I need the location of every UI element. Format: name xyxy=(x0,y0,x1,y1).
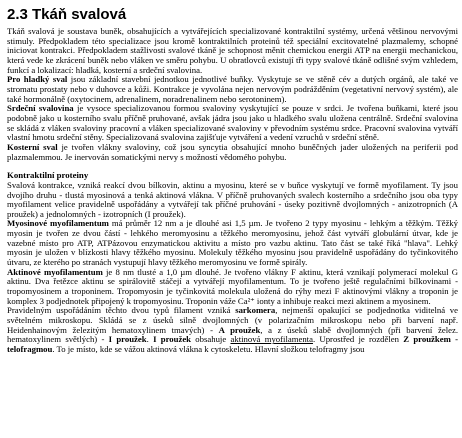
skeletal-muscle-text: je tvořen vlákny svaloviny, což jsou syncytia obsahující mnoho buněčných jader uložených na periferii pod plazmalemmou. Je inervován somatickými nervy s možností vědomého pohybu. xyxy=(7,141,458,162)
myosin-paragraph xyxy=(7,219,458,267)
sarcomere-text-1: Pravidelným uspořádáním těchto dvou typů filament vzniká xyxy=(7,305,236,316)
i-band-term: I proužek xyxy=(108,334,147,345)
skeletal-muscle-term: Kosterní sval xyxy=(7,141,58,152)
sarcomere-text-5: obsahuje xyxy=(191,334,231,345)
actin-paragraph xyxy=(7,268,458,307)
page-title: 2.3 Tkáň svalová xyxy=(7,6,127,23)
sarcomere-paragraph xyxy=(7,306,458,354)
skeletal-muscle-paragraph xyxy=(7,143,458,162)
sarcomere-text-4: . xyxy=(146,334,154,345)
actin-text: je 8 nm tlusté a 1,0 µm dlouhé. Je tvořeno vlákny F aktinu, která vznikají polymerací molekul G aktinu. Dva řetězce aktinu se spirálovitě stáčejí a vytvářejí myofilamentum. To je tvořeno ještě regulačními bílkovinami - tropomyosinem a troponinem. Tropomyosin je tyčinkovitá molekula uložená do rýhy mezi F aktinovými vlákny a troponin je komplex 3 podjednotek připojený k tropomyosinu. Troponin váže Ca²⁺ ionty a inhibuje reakci mezi aktinem a myosinem. xyxy=(7,266,458,306)
i-band-term-2: I proužek xyxy=(153,334,192,345)
smooth-muscle-term: Pro hladký sval xyxy=(7,74,68,85)
sarcomere-term: sarkomera xyxy=(235,305,276,316)
smooth-muscle-text: jsou základní stavební jednotkou jednotlivé buňky. Vyskytuje se ve stěně cév a dutých orgánů, ale také ve stromatu prostaty nebo v duhovce a kůži. Kontrakce je vyvolána nejen nervovým podrážděním (vegetativní nervový systém), ale také hormonálně (oxytocinem, adrenalinem, noradrenalinem nebo serotoninem). xyxy=(7,74,458,104)
actin-term: Aktinové myofilamentum xyxy=(7,266,103,277)
sarcomere-text-7: . To je místo, kde se vážou aktinová vlákna k cytoskeletu. Hlavní složkou telofragmy jsou xyxy=(52,344,365,354)
smooth-muscle-paragraph xyxy=(7,75,458,104)
section-heading: Kontraktilní proteiny xyxy=(7,170,89,181)
intro-paragraph: Tkáň svalová je soustava buněk, obsahujících a vytvářejících specializované kontraktilní systémy, určená většinou nervovými stimuly. Předpokladem této specializace jsou kromě kontraktilních proteinů též speciální excitovatelné plazmalemy, schopné iniciovat kontrakci. Předpokladem stažlivosti svalové tkáně je schopnost měnit chemickou energii ATP na energii mechanickou, která vede ke zkrácení buněk nebo vláken ve směru pohybu. U obratlovců existují tři typy svalové tkáně odlišné svým vzhledem, funkcí a lokalizací: hladká, kosterní a srdeční svalovina. xyxy=(7,26,458,75)
z-band-term: Z proužkem - telofragmou xyxy=(7,334,459,354)
myosin-text: má průměr 12 nm a je dlouhé asi 1,5 µm. Je tvořeno 2 typy myosinu - lehkým a těžkým. Těžký myosin je tvořen ze dvou částí - lehkého meromyosinu a těžkého meromyosinu, jehož část vytváří globulární útvar, kde je vazebné místo pro ATP, ATPázovou enzymatickou aktivitu a místo pro vazbu aktinu. Tato část se také říká "hlava". Lehký myosin je uložen v blízkosti hlavy těžkého myosinu. Molekuly těžkého myosinu jsou pravidelně uspořádány do tyčinkovitého útvaru, ze kterého po stranách vystupují hlavy těžkého meromyosinu ve formě spirály. xyxy=(7,218,458,268)
sarcomere-text-3: , a z úseků slabě dvojlomných (při barvení želez. hematoxylinem světlých) - xyxy=(7,324,459,345)
actin-myofilaments-term: aktinová myofilamenta xyxy=(230,334,313,345)
sarcomere-text-2: , nejmenší opakující se podjednotka viditelná ve světelném mikroskopu. Skládá se z úseků silně dvojlomných (v polarizačním mikroskopu nebo při barvení např. Heidenhainovým železitým hematoxylinem tmavých) - xyxy=(7,305,458,335)
cardiac-muscle-text: je vysoce specializovanou formou svaloviny vyskytující se pouze v srdci. Je tvořena buňkami, které jsou podobně jako u kosterního svalu příčně pruhované, avšak jádra jsou jako u hladkého svalu uložena centrálně. Srdeční svalovina se skládá z vláken svaloviny pracovní a vláken specializované svaloviny v převodním systému srdce. Pracovní svalovina vytváří vlastní hmotu srdeční stěny. Specializovaná svalovina zajišťuje vytváření a vedení vzruchů v srdeční stěně. xyxy=(7,103,458,143)
contraction-paragraph: Svalová kontrakce, vzniká reakcí dvou bílkovin, aktinu a myosinu, které se v buňce vyskytují ve formě myofilament. Ty jsou dvojího druhu - tlustá myosinová a tenká aktinová vlákna. V příčně pruhovaných svalech kosterního a srdečního jsou oba typy myofilament velice pravidelně uspořádány a vytvářejí tak příčné pruhování - úseky pozitivně dvojlomných - anizotropních (A proužek) a jednolomných - izotropních (I proužek). xyxy=(7,179,458,219)
a-band-term: A proužek xyxy=(218,324,261,335)
sarcomere-text-6: . Uprostřed je rozdělen xyxy=(312,334,404,345)
cardiac-muscle-term: Srdeční svalovina xyxy=(7,103,74,114)
myosin-term: Myosinové myofilamentum xyxy=(7,218,109,229)
cardiac-muscle-paragraph xyxy=(7,104,458,143)
